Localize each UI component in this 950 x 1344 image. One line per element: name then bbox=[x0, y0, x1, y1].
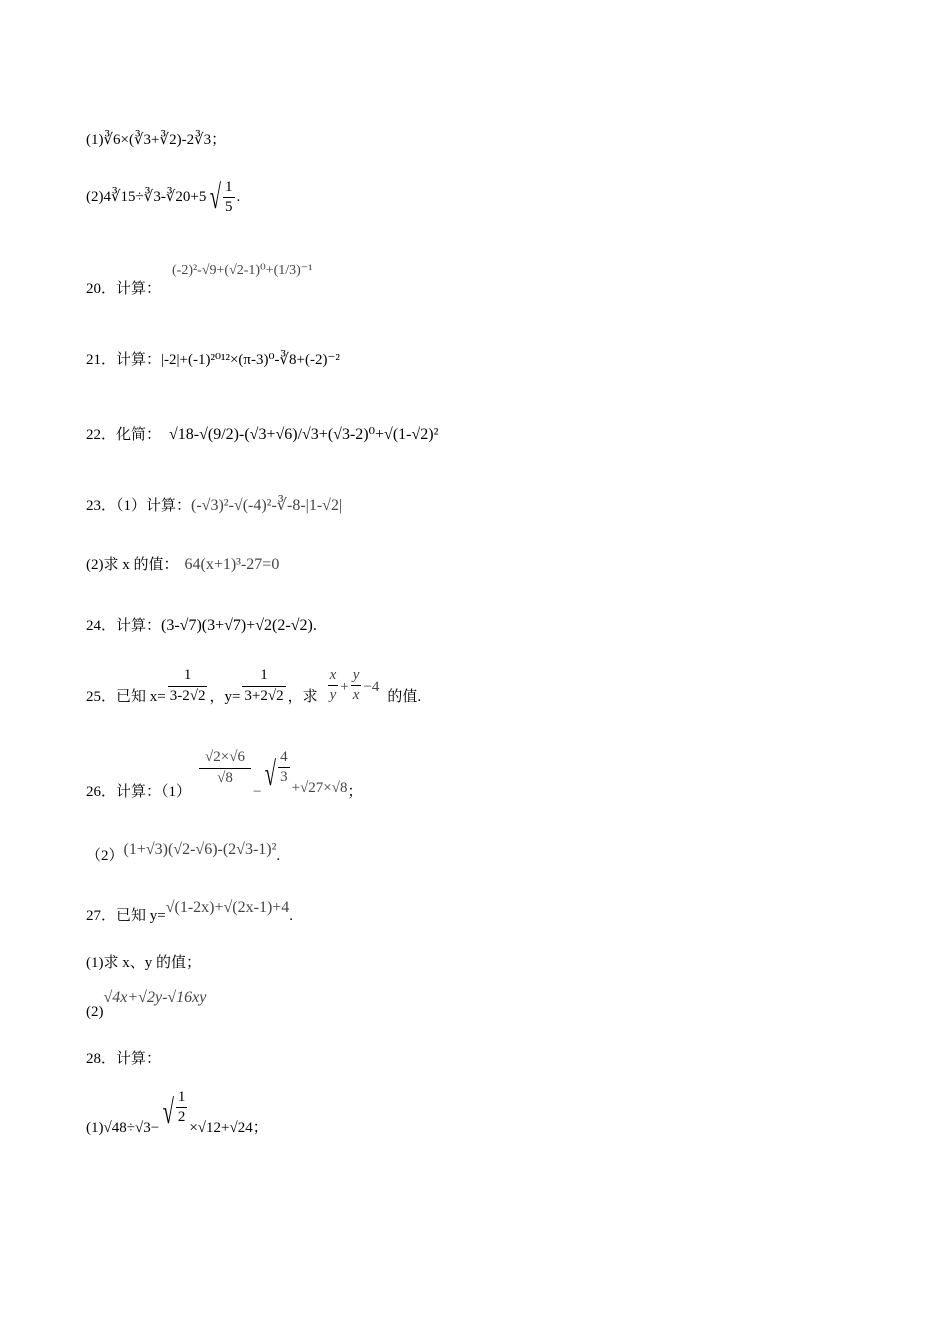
q24-expression: (3-√7)(3+√7)+√2(2-√2). bbox=[161, 617, 317, 634]
q27-expression: √(1-2x)+√(2x-1)+4 bbox=[165, 899, 290, 916]
q25-mid: ，y= bbox=[209, 689, 241, 705]
q26-fraction: $\frac{√2\times√6}{√8}$ bbox=[199, 750, 251, 786]
q25-y-over-x: $\frac{y}{x}$ bbox=[352, 667, 360, 703]
q21-label: 21．计算： bbox=[86, 352, 162, 368]
q19-part2 bbox=[86, 180, 240, 215]
q25-x-over-y: $\frac{x}{y}$ bbox=[329, 667, 337, 703]
q25 bbox=[86, 668, 421, 704]
q27-label: 27．已知 y= bbox=[86, 908, 166, 924]
q25-x-fraction bbox=[168, 668, 208, 704]
q22-expression: √18-√(9/2)-(√3+√6)/√3+(√3-2)⁰+√(1-√2)² bbox=[169, 426, 439, 443]
q27-end: . bbox=[289, 908, 294, 924]
q22-label: 22．化简： bbox=[86, 427, 162, 443]
q27-part1 bbox=[86, 956, 201, 971]
q23-expression: (-√3)²-√(-4)²-∛-8-|1-√2| bbox=[191, 497, 343, 514]
q21 bbox=[86, 353, 340, 368]
q28-label bbox=[86, 1052, 161, 1067]
q20-expression bbox=[172, 264, 312, 278]
q19-fraction bbox=[223, 180, 235, 215]
q26-four-thirds: $\frac{4}{3}$ bbox=[280, 749, 288, 785]
q27-part2-expression: √4x+√2y-√16xy bbox=[103, 989, 207, 1006]
q25-ask: ，求 bbox=[287, 689, 318, 705]
fraction-numerator: 1 bbox=[223, 180, 235, 198]
q23 bbox=[86, 498, 342, 514]
q28-part1-lead: √48÷√3− bbox=[103, 1120, 160, 1137]
q26-label: 26．计算：（1） bbox=[86, 784, 192, 801]
plus-sign: + bbox=[340, 679, 349, 695]
minus-sign: − bbox=[252, 784, 262, 801]
q19-part2-end: . bbox=[236, 188, 241, 205]
q27 bbox=[86, 899, 294, 924]
fraction-numerator: 1 bbox=[168, 668, 208, 687]
fraction-numerator: 1 bbox=[242, 668, 285, 687]
q26-part2-expression: (1+√3)(√2-√6)-(2√3-1)² bbox=[123, 841, 277, 858]
q20-label bbox=[86, 282, 161, 297]
q25-label: 25．已知 x= bbox=[86, 689, 166, 705]
radical-sign: √ bbox=[210, 178, 222, 216]
fraction-denominator: 3-2√2 bbox=[169, 688, 206, 704]
radical-sign: √ bbox=[162, 1094, 175, 1131]
fraction-denominator: 3+2√2 bbox=[244, 688, 284, 704]
q23-label: 23．（1）计算： bbox=[86, 498, 192, 514]
q23-part2-label: (2)求 x 的值： bbox=[86, 557, 179, 573]
q26-part1-end: ； bbox=[347, 784, 363, 801]
q21-expression: |-2|+(-1)²⁰¹²×(π-3)⁰-∛8+(-2)⁻² bbox=[161, 352, 340, 368]
q27-part1-text: (1)求 x、y 的值； bbox=[86, 955, 201, 971]
q28-part1 bbox=[86, 1089, 268, 1137]
q28-part1-tail: ×√12+√24 bbox=[189, 1120, 253, 1137]
q24-label: 24．计算： bbox=[86, 618, 162, 634]
q26-tail: +√27×√8 bbox=[291, 780, 348, 797]
q28-part1-end: ； bbox=[252, 1120, 268, 1137]
q19-part1 bbox=[86, 133, 226, 148]
radical-sign: √ bbox=[265, 756, 277, 793]
q28-half: $\frac{1}{2}$ bbox=[177, 1089, 186, 1125]
q23-part2 bbox=[86, 557, 279, 573]
q23-part2-expression: 64(x+1)³-27=0 bbox=[184, 556, 280, 573]
q26 bbox=[86, 749, 363, 801]
q26-part2-end: . bbox=[276, 848, 281, 864]
q28-label-text: 28．计算： bbox=[86, 1051, 162, 1067]
fraction-denominator: 5 bbox=[225, 199, 233, 215]
q27-part2-label: (2) bbox=[86, 1004, 104, 1020]
q20-expression-text: (-2)²-√9+(√2-1)⁰+(1/3)⁻¹ bbox=[172, 263, 313, 278]
q19-part1-text: (1)∛6×(∛3+∛2)-2∛3； bbox=[86, 132, 227, 148]
q24 bbox=[86, 618, 317, 634]
q25-end: 的值. bbox=[387, 689, 422, 705]
q27-part2 bbox=[86, 989, 207, 1020]
q22 bbox=[86, 427, 438, 443]
q25-y-fraction bbox=[242, 668, 285, 704]
q28-part1-label: (1) bbox=[86, 1120, 104, 1137]
q26-part2 bbox=[86, 841, 281, 864]
q25-minus-four: −4 bbox=[363, 679, 380, 695]
q26-part2-label: （2） bbox=[86, 848, 124, 864]
q20-label-text: 20．计算： bbox=[86, 281, 162, 297]
q19-part2-lead: (2)4∛15÷∛3-∛20+5 bbox=[86, 188, 207, 205]
